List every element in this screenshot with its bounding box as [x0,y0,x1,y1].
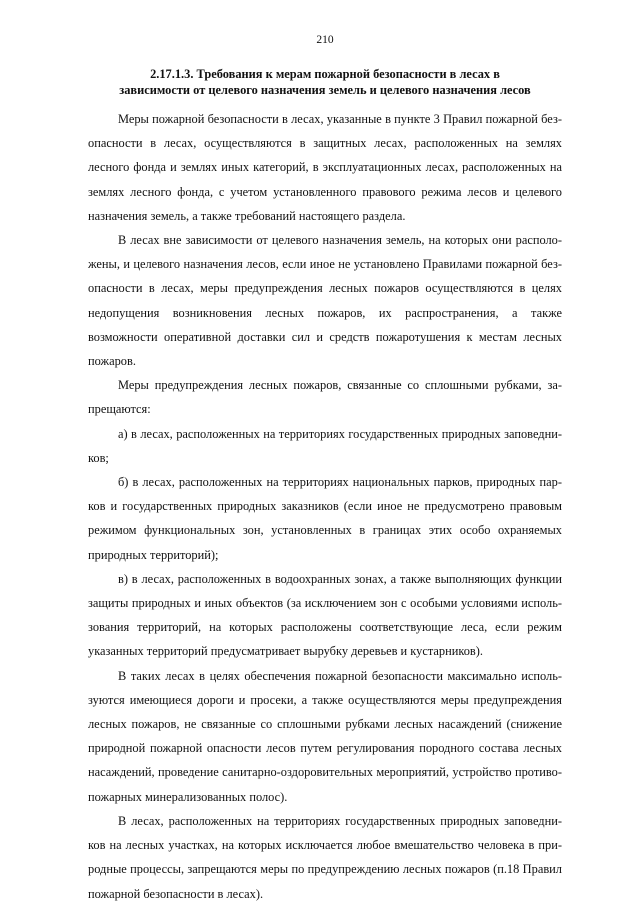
section-heading [88,66,562,98]
section-heading-line-2: зависимости от целевого назначения земель и целевого назначения лесов [119,83,531,97]
paragraph-forest-fire-prevention: В лесах вне зависимости от целевого назначения земель, на которых они расположены, и целевого назначения лесов, если иное не установлено Правилами пожарной безопасности в лесах, меры предупреждения лесных пожаров осуществляются в целях недопущения возникновения лесных пожаров, их распространения, а также возможности оперативной доставки сил и средств пожаротушения к местам лесных пожаров. [88,233,562,369]
paragraph-reserve-prohibition: В лесах, расположенных на территориях государственных природных заповедников на лесных участках, на которых исключается любое вмешательство человека в природные процессы, запрещаются меры по предупреждению лесных пожаров (п.18 Правил пожарной безопасности в лесах). [88,813,562,901]
paragraph-fire-safety-measures: Меры пожарной безопасности в лесах, указанные в пункте 3 Правил пожарной безопасности в лесах, осуществляются в защитных лесах, расположенных на землях лесного фонда и землях иных категорий, в эксплуатационных лесах, расположенных на землях лесного фонда, с учетом установленного правового режима лесов и целевого назначения земель, а также требований настоящего раздела. [88,112,562,223]
paragraph-clear-cutting-prohibition: Меры предупреждения лесных пожаров, связанные со сплошными рубками, запрещаются: [88,378,562,417]
paragraph-roads-and-clearings: В таких лесах в целях обеспечения пожарной безопасности максимально используются имеющиеся дороги и просеки, а также осуществляются меры предупреждения лесных пожаров, не связанные со сплошными рубками лесных насаждений (снижение природной пожарной опасности лесов путем регулирования породного состава лесных насаждений, проведение санитарно-оздоровительных мероприятий, устройство противопожарных минерализованных полос). [88,668,562,804]
body-text [88,107,562,906]
section-heading-line-1: 2.17.1.3. Требования к мерам пожарной безопасности в лесах в [150,67,500,81]
page-number: 210 [316,34,334,46]
list-item-b-national-parks: б) в лесах, расположенных на территориях национальных парков, природных парков и государственных природных заказников (если иное не предусмотрено правовым режимом функциональных зон, установленных в границах этих особо охраняемых природных территорий); [88,475,562,562]
list-item-c-water-protection-zones: в) в лесах, расположенных в водоохранных зонах, а также выполняющих функции защиты природных и иных объектов (за исключением зон с особыми условиями использования территорий, на которых расположены соответствующие леса, если режим указанных территорий предусматривает вырубку деревьев и кустарников). [88,571,562,659]
list-item-a-nature-reserves: а) в лесах, расположенных на территориях государственных природных заповедников; [88,426,562,465]
